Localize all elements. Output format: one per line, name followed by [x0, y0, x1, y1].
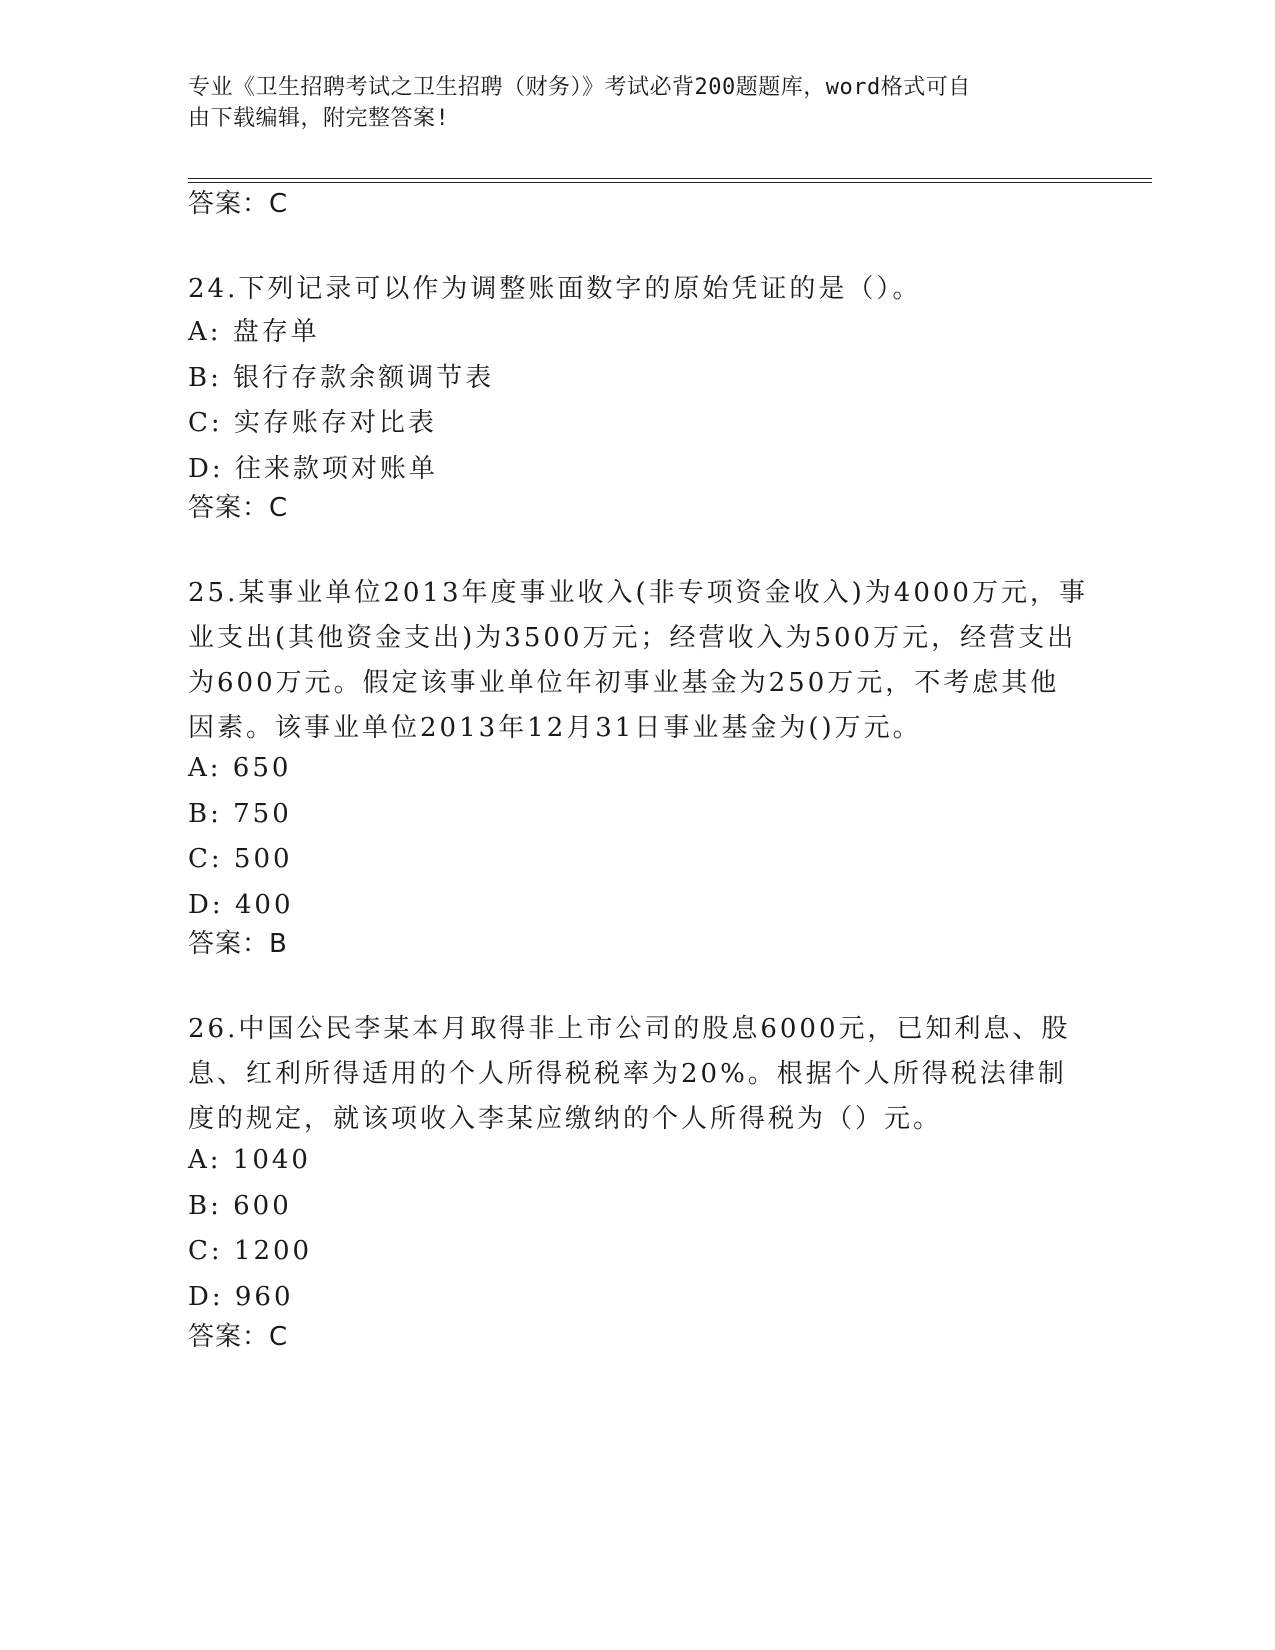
previous-answer: 答案：C	[188, 189, 289, 219]
option-b: B: 750	[188, 798, 292, 829]
stem-line: 为600万元。假定该事业单位年初事业基金为250万元，不考虑其他	[188, 668, 1060, 698]
option-c: C: 500	[188, 844, 293, 874]
stem-line: 业支出(其他资金支出)为3500万元；经营收入为500万元，经营支出	[188, 623, 1077, 653]
option-d: D: 960	[188, 1281, 294, 1312]
option-a: A: 盘存单	[188, 317, 320, 347]
option-c: C: 1200	[188, 1236, 313, 1266]
header-divider	[188, 178, 1152, 183]
stem-line: 25.某事业单位2013年度事业收入(非专项资金收入)为4000万元，事	[188, 578, 1088, 608]
question-26-stem	[188, 1007, 1088, 1142]
question-24-options	[188, 310, 494, 492]
stem-line: 24.下列记录可以作为调整账面数字的原始凭证的是（）。	[188, 274, 922, 304]
stem-line: 度的规定，就该项收入李某应缴纳的个人所得税为（）元。	[188, 1104, 943, 1134]
stem-line: 因素。该事业单位2013年12月31日事业基金为()万元。	[188, 713, 922, 743]
question-25-stem	[188, 571, 1088, 751]
option-b: B: 银行存款余额调节表	[188, 362, 495, 393]
option-c: C: 实存账存对比表	[188, 408, 437, 438]
question-25-answer: 答案：B	[188, 929, 288, 959]
option-d: D: 往来款项对账单	[188, 453, 438, 484]
header-line-1: 专业《卫生招聘考试之卫生招聘（财务）》考试必背200题题库，word格式可自	[188, 75, 971, 100]
option-b: B: 600	[188, 1190, 292, 1221]
option-a: A: 1040	[188, 1145, 311, 1175]
question-26-options	[188, 1138, 312, 1320]
page-header	[188, 72, 1068, 134]
option-a: A: 650	[188, 753, 292, 783]
header-line-2: 由下载编辑，附完整答案!	[188, 106, 450, 131]
question-24-answer: 答案：C	[188, 493, 289, 523]
question-26-answer: 答案：C	[188, 1322, 289, 1352]
question-25-options	[188, 746, 294, 928]
stem-line: 息、红利所得适用的个人所得税税率为20%。根据个人所得税法律制	[188, 1059, 1067, 1089]
question-24-stem	[188, 267, 1088, 312]
option-d: D: 400	[188, 889, 294, 920]
stem-line: 26.中国公民李某本月取得非上市公司的股息6000元，已知利息、股	[188, 1014, 1071, 1044]
